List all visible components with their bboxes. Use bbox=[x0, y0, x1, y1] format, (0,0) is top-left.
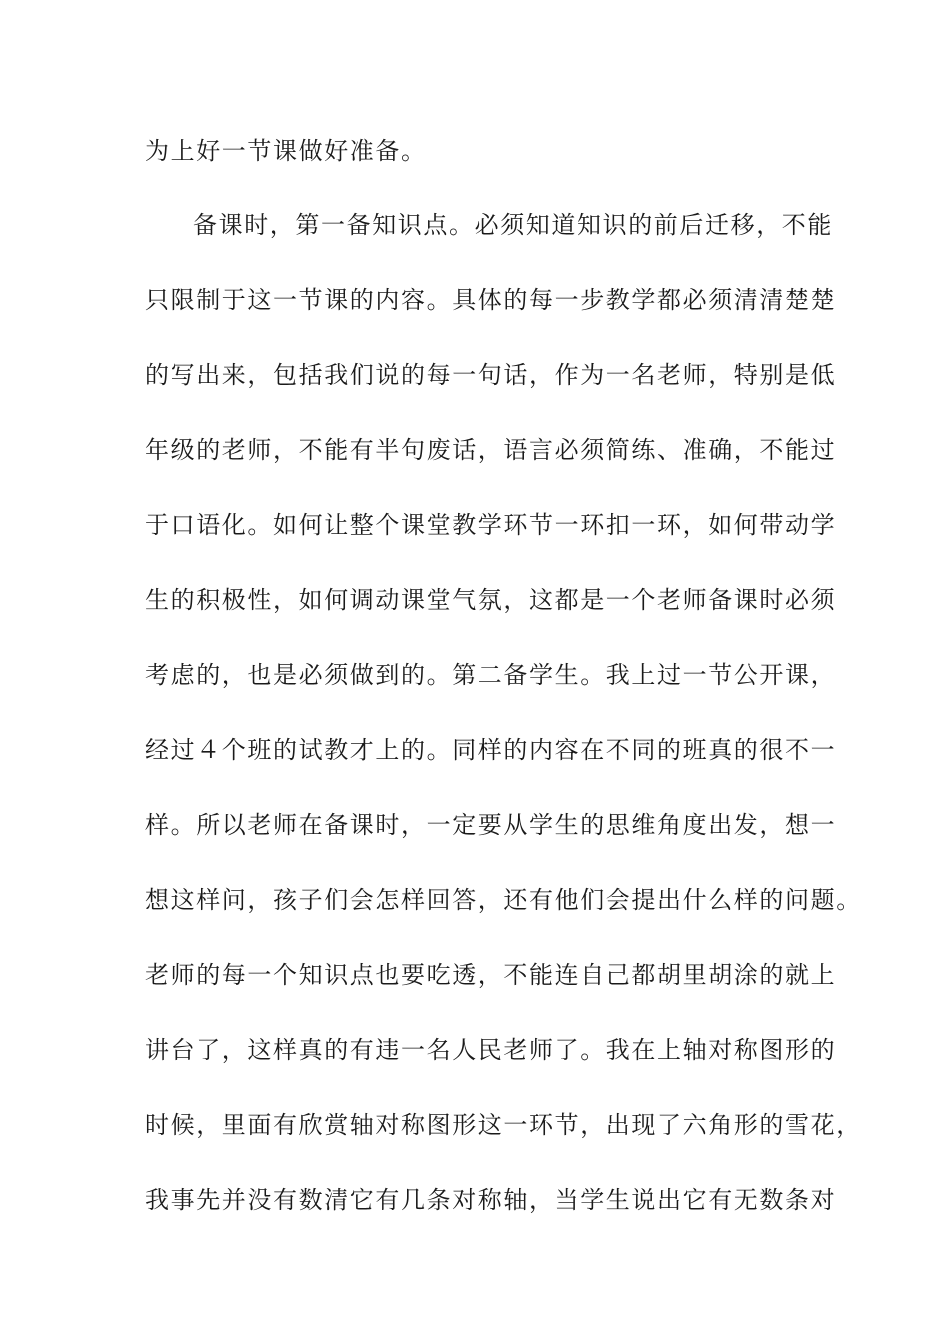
text-line: 只限制于这一节课的内容。具体的每一步教学都必须清清楚楚 bbox=[145, 286, 837, 314]
paragraph-start-line: 备课时，第一备知识点。必须知道知识的前后迁移，不能 bbox=[193, 211, 833, 239]
text-line: 年级的老师，不能有半句废话，语言必须简练、准确，不能过 bbox=[145, 436, 837, 464]
text-line: 生的积极性，如何调动课堂气氛，这都是一个老师备课时必须 bbox=[145, 586, 837, 614]
text-line: 老师的每一个知识点也要吃透，不能连自己都胡里胡涂的就上 bbox=[145, 961, 837, 989]
text-line: 讲台了，这样真的有违一名人民老师了。我在上轴对称图形的 bbox=[145, 1036, 837, 1064]
text-line: 经过４个班的试教才上的。同样的内容在不同的班真的很不一 bbox=[145, 736, 837, 764]
text-line: 时候，里面有欣赏轴对称图形这一环节，出现了六角形的雪花， bbox=[145, 1111, 862, 1139]
text-line: 为上好一节课做好准备。 bbox=[145, 137, 427, 165]
text-line: 样。所以老师在备课时，一定要从学生的思维角度出发，想一 bbox=[145, 811, 837, 839]
text-line: 于口语化。如何让整个课堂教学环节一环扣一环，如何带动学 bbox=[145, 511, 837, 539]
text-line: 的写出来，包括我们说的每一句话，作为一名老师，特别是低 bbox=[145, 361, 837, 389]
text-line: 我事先并没有数清它有几条对称轴，当学生说出它有无数条对 bbox=[145, 1186, 837, 1214]
text-line: 考虑的，也是必须做到的。第二备学生。我上过一节公开课， bbox=[145, 661, 837, 689]
text-line: 想这样问，孩子们会怎样回答，还有他们会提出什么样的问题。 bbox=[145, 886, 862, 914]
